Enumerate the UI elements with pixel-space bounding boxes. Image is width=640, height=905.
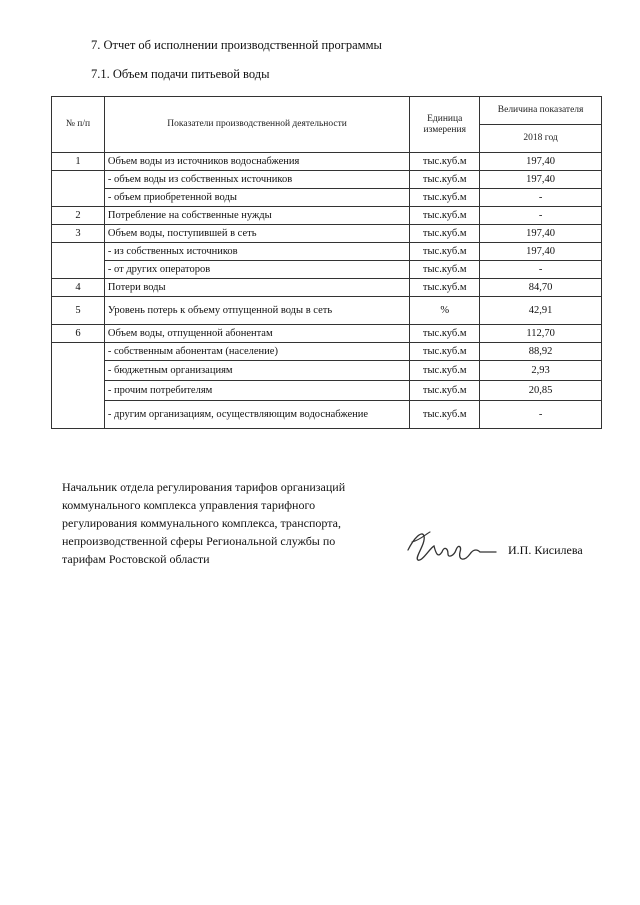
signer-position: Начальник отдела регулирования тарифов организаций коммунального комплекса управления тарифного регулирования коммунального комплекса, транспорта, непроизводственной сферы Региональной службы по тарифам Ростовской области [62,480,346,566]
row-value: 197,40 [480,153,602,171]
row-indicator: - другим организациям, осуществляющим водоснабжение [104,401,409,429]
row-unit: тыс.куб.м [410,279,480,297]
row-indicator: - собственным абонентам (население) [104,343,409,361]
row-indicator: - из собственных источников [104,243,409,261]
header-indicator: Показатели производственной деятельности [104,97,409,153]
row-unit: тыс.куб.м [410,325,480,343]
table-row [52,225,602,243]
table-row [52,153,602,171]
row-value: 197,40 [480,171,602,189]
row-value: - [480,189,602,207]
row-unit: тыс.куб.м [410,153,480,171]
table-row [52,381,602,401]
table-row [52,401,602,429]
row-num: 3 [52,225,105,243]
row-unit: тыс.куб.м [410,261,480,279]
table-row [52,261,602,279]
row-num: 6 [52,325,105,343]
row-indicator: Уровень потерь к объему отпущенной воды в сеть [104,297,409,325]
row-num: 5 [52,297,105,325]
table-row [52,361,602,381]
row-unit: тыс.куб.м [410,207,480,225]
row-indicator: - объем воды из собственных источников [104,171,409,189]
table-row [52,207,602,225]
row-num: 2 [52,207,105,225]
row-num: 4 [52,279,105,297]
header-unit: Единица измерения [410,97,480,153]
row-value: 197,40 [480,225,602,243]
row-num: 1 [52,153,105,171]
header-value-group: Величина показателя [480,97,602,125]
row-unit: тыс.куб.м [410,243,480,261]
row-num [52,343,105,429]
row-unit: тыс.куб.м [410,401,480,429]
row-unit: тыс.куб.м [410,225,480,243]
row-indicator: Объем воды, отпущенной абонентам [104,325,409,343]
row-value: 88,92 [480,343,602,361]
row-value: 112,70 [480,325,602,343]
row-num [52,171,105,207]
row-value: 42,91 [480,297,602,325]
row-indicator: Потери воды [104,279,409,297]
row-indicator: Потребление на собственные нужды [104,207,409,225]
section-heading: 7. Отчет об исполнении производственной программы [91,38,382,52]
row-num [52,243,105,279]
row-value: 20,85 [480,381,602,401]
row-indicator: - от других операторов [104,261,409,279]
subsection-heading: 7.1. Объем подачи питьевой воды [91,67,270,81]
row-indicator: Объем воды, поступившей в сеть [104,225,409,243]
table-row [52,243,602,261]
row-indicator: - бюджетным организациям [104,361,409,381]
row-unit: тыс.куб.м [410,343,480,361]
row-value: - [480,261,602,279]
table-row [52,297,602,325]
row-unit: тыс.куб.м [410,171,480,189]
table-row [52,343,602,361]
handwritten-signature [400,520,500,570]
row-unit: тыс.куб.м [410,361,480,381]
row-value: - [480,401,602,429]
water-supply-table [51,96,602,429]
row-value: 2,93 [480,361,602,381]
table-row [52,189,602,207]
row-value: - [480,207,602,225]
row-unit: тыс.куб.м [410,189,480,207]
row-indicator: - прочим потребителям [104,381,409,401]
row-unit: тыс.куб.м [410,381,480,401]
table-row [52,279,602,297]
signer-name: И.П. Кисилева [508,543,583,557]
table-row [52,171,602,189]
row-indicator: - объем приобретенной воды [104,189,409,207]
row-value: 84,70 [480,279,602,297]
header-num: № п/п [52,97,105,153]
table-row [52,325,602,343]
row-value: 197,40 [480,243,602,261]
row-indicator: Объем воды из источников водоснабжения [104,153,409,171]
row-unit: % [410,297,480,325]
header-year: 2018 год [480,125,602,153]
